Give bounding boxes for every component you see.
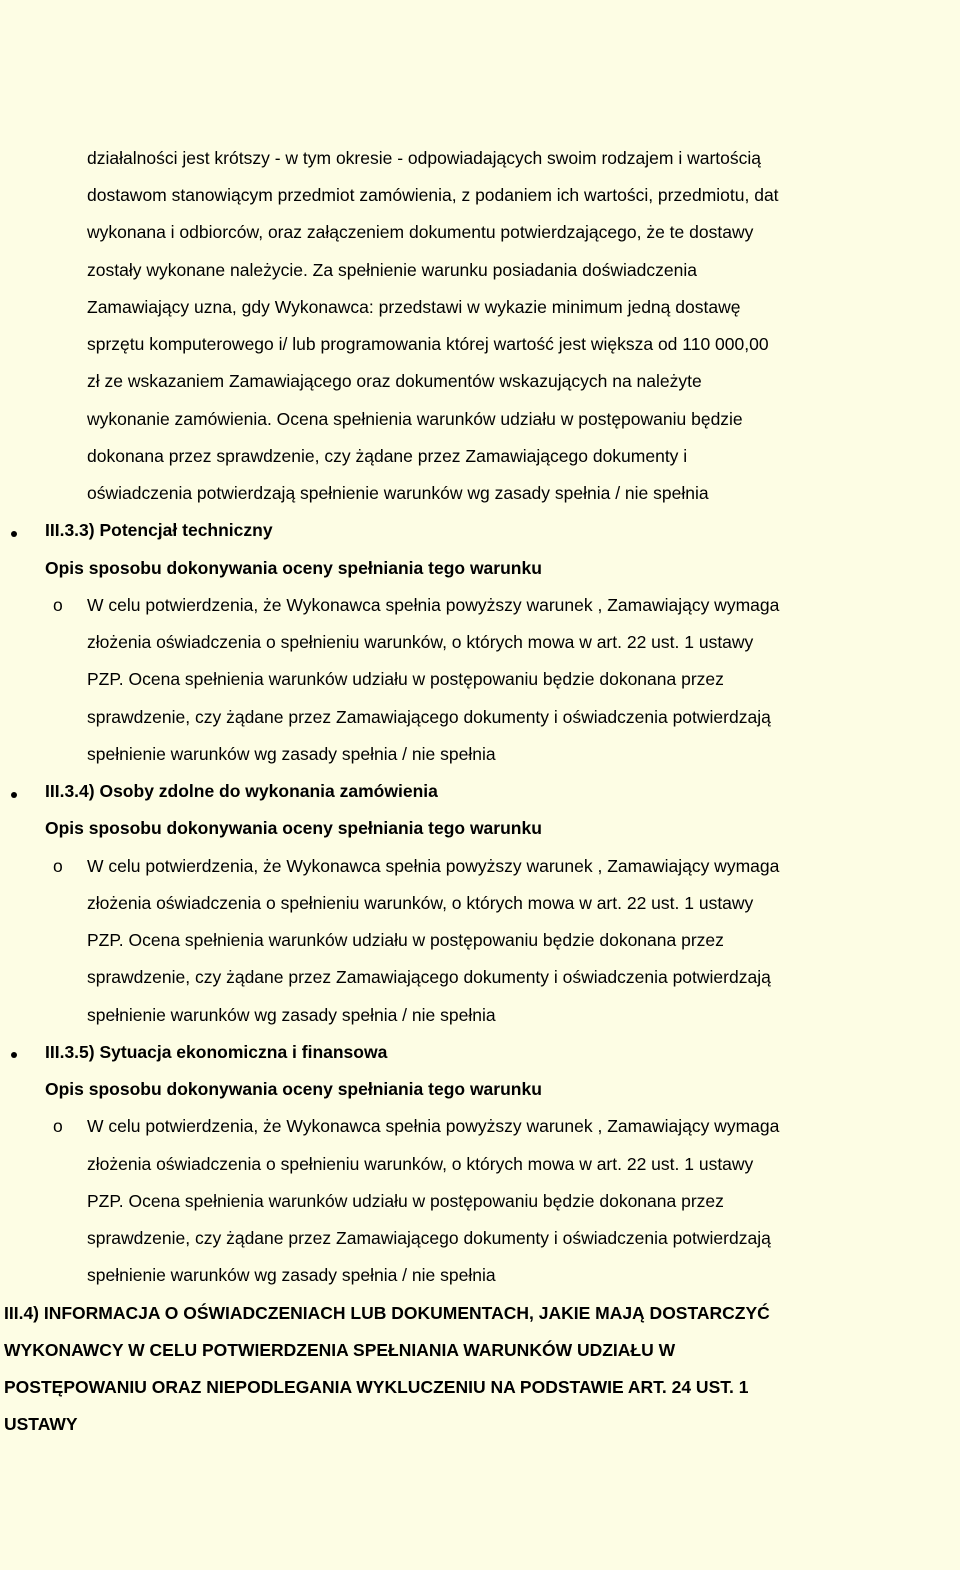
- final-heading-line: POSTĘPOWANIU ORAZ NIEPODLEGANIA WYKLUCZENIU NA PODSTAWIE ART. 24 UST. 1: [4, 1377, 749, 1397]
- intro-line: sprzętu komputerowego i/ lub programowania której wartość jest większa od 110 000,00: [87, 334, 769, 354]
- section-line: PZP. Ocena spełnienia warunków udziału w postępowaniu będzie dokonana przez: [87, 930, 724, 950]
- section-line: W celu potwierdzenia, że Wykonawca spełnia powyższy warunek , Zamawiający wymaga: [87, 856, 780, 876]
- section-heading: III.3.4) Osoby zdolne do wykonania zamówienia: [45, 781, 438, 801]
- intro-line: oświadczenia potwierdzają spełnienie warunków wg zasady spełnia / nie spełnia: [87, 483, 709, 503]
- circle-bullet-icon: o: [53, 595, 63, 615]
- section-line: spełnienie warunków wg zasady spełnia / nie spełnia: [87, 1265, 496, 1285]
- intro-line: dostawom stanowiącym przedmiot zamówienia, z podaniem ich wartości, przedmiotu, dat: [87, 185, 779, 205]
- circle-bullet-icon: o: [53, 856, 63, 876]
- intro-line: zostały wykonane należycie. Za spełnienie warunku posiadania doświadczenia: [87, 260, 697, 280]
- final-heading-line: USTAWY: [4, 1414, 78, 1434]
- section-subheading: Opis sposobu dokonywania oceny spełniania tego warunku: [45, 818, 542, 838]
- final-heading-line: WYKONAWCY W CELU POTWIERDZENIA SPEŁNIANIA WARUNKÓW UDZIAŁU W: [4, 1340, 676, 1360]
- section-line: złożenia oświadczenia o spełnieniu warunków, o których mowa w art. 22 ust. 1 ustawy: [87, 893, 754, 913]
- section-line: PZP. Ocena spełnienia warunków udziału w postępowaniu będzie dokonana przez: [87, 669, 724, 689]
- intro-line: wykonanie zamówienia. Ocena spełnienia warunków udziału w postępowaniu będzie: [87, 409, 743, 429]
- section-line: sprawdzenie, czy żądane przez Zamawiającego dokumenty i oświadczenia potwierdzają: [87, 967, 771, 987]
- section-line: PZP. Ocena spełnienia warunków udziału w postępowaniu będzie dokonana przez: [87, 1191, 724, 1211]
- section-heading: III.3.3) Potencjał techniczny: [45, 520, 273, 540]
- section-line: złożenia oświadczenia o spełnieniu warunków, o których mowa w art. 22 ust. 1 ustawy: [87, 632, 754, 652]
- section-line: W celu potwierdzenia, że Wykonawca spełnia powyższy warunek , Zamawiający wymaga: [87, 595, 780, 615]
- section-line: sprawdzenie, czy żądane przez Zamawiającego dokumenty i oświadczenia potwierdzają: [87, 707, 771, 727]
- section-subheading: Opis sposobu dokonywania oceny spełniania tego warunku: [45, 1079, 542, 1099]
- section-subheading: Opis sposobu dokonywania oceny spełniania tego warunku: [45, 558, 542, 578]
- section-line: W celu potwierdzenia, że Wykonawca spełnia powyższy warunek , Zamawiający wymaga: [87, 1116, 780, 1136]
- bullet-icon: [11, 792, 17, 798]
- section-line: spełnienie warunków wg zasady spełnia / nie spełnia: [87, 1005, 496, 1025]
- section-heading: III.3.5) Sytuacja ekonomiczna i finansowa: [45, 1042, 388, 1062]
- intro-line: działalności jest krótszy - w tym okresie - odpowiadających swoim rodzajem i wartością: [87, 148, 761, 168]
- bullet-icon: [11, 1052, 17, 1058]
- bullet-icon: [11, 531, 17, 537]
- final-heading-line: III.4) INFORMACJA O OŚWIADCZENIACH LUB DOKUMENTACH, JAKIE MAJĄ DOSTARCZYĆ: [4, 1303, 770, 1323]
- intro-line: zł ze wskazaniem Zamawiającego oraz dokumentów wskazujących na należyte: [87, 371, 702, 391]
- intro-line: wykonana i odbiorców, oraz załączeniem dokumentu potwierdzającego, że te dostawy: [87, 222, 754, 242]
- section-line: sprawdzenie, czy żądane przez Zamawiającego dokumenty i oświadczenia potwierdzają: [87, 1228, 771, 1248]
- section-line: złożenia oświadczenia o spełnieniu warunków, o których mowa w art. 22 ust. 1 ustawy: [87, 1154, 754, 1174]
- intro-line: dokonana przez sprawdzenie, czy żądane przez Zamawiającego dokumenty i: [87, 446, 688, 466]
- intro-line: Zamawiający uzna, gdy Wykonawca: przedstawi w wykazie minimum jedną dostawę: [87, 297, 741, 317]
- circle-bullet-icon: o: [53, 1116, 63, 1136]
- section-line: spełnienie warunków wg zasady spełnia / nie spełnia: [87, 744, 496, 764]
